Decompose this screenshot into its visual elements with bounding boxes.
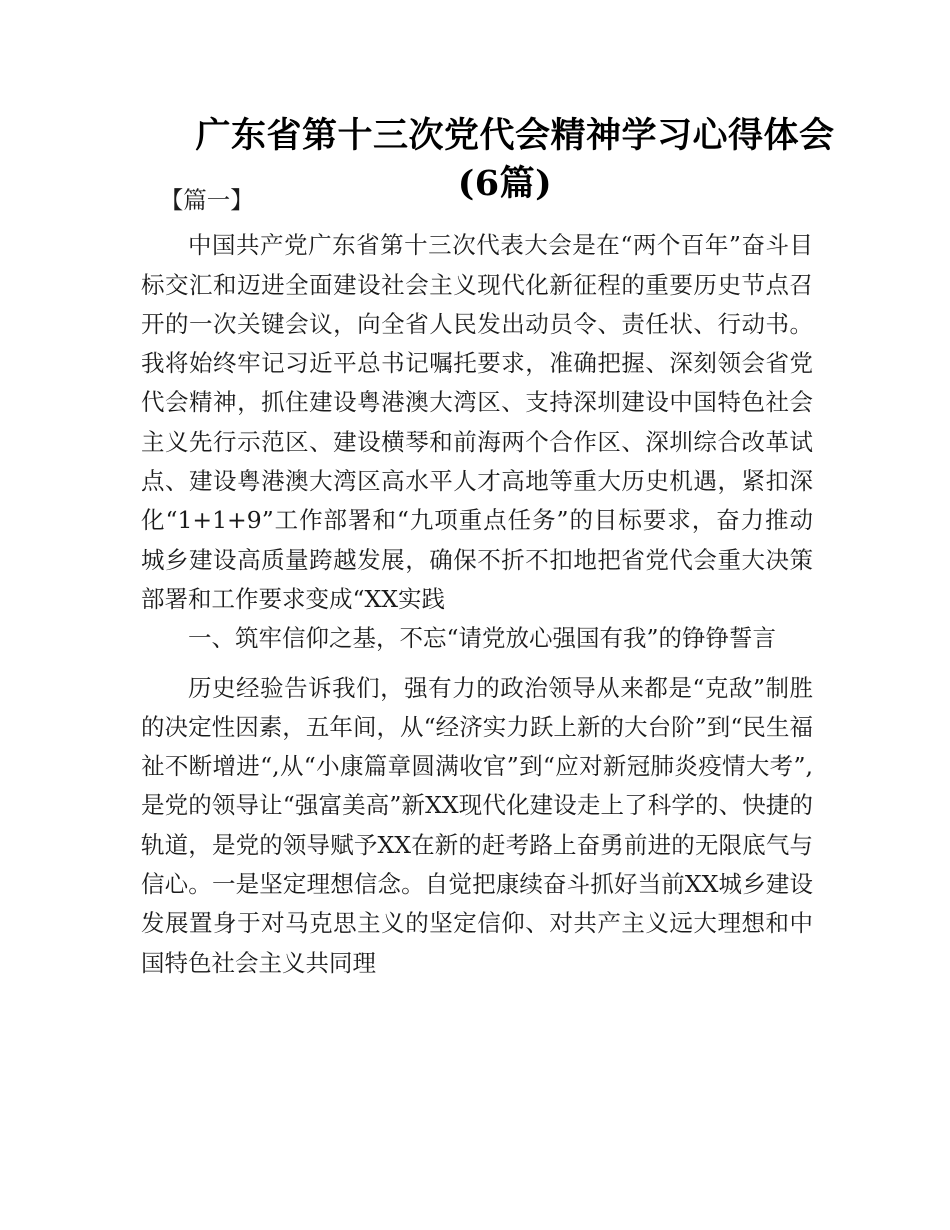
paragraph-history: 历史经验告诉我们，强有力的政治领导从来都是“克敌”制胜的决定性因素，五年间，从“经济实力跃上新的大台阶”到“民生福祉不断增进“,从“小康篇章圆满收官”到“应对新冠肺炎疫情大考”,是党的领导让“强富美高”新XX现代化建设走上了科学的、快捷的轨道，是党的领导赋予XX在新的赶考路上奋勇前进的无限底气与信心。一是坚定理想信念。自觉把康续奋斗抓好当前XX城乡建设发展置身于对马克思主义的坚定信仰、对共产主义远大理想和中国特色社会主义共同理 [141,673,813,977]
paragraph-intro: 中国共产党广东省第十三次代表大会是在“两个百年”奋斗目标交汇和迈进全面建设社会主义现代化新征程的重要历史节点召开的一次关键会议，向全省人民发出动员令、责任状、行动书。我将始终牢记习近平总书记嘱托要求，准确把握、深刻领会省党代会精神，抓住建设粤港澳大湾区、支持深圳建设中国特色社会主义先行示范区、建设横琴和前海两个合作区、深圳综合改革试点、建设粤港澳大湾区高水平人才高地等重大历史机遇，紧扣深化“1+1+9”工作部署和“九项重点任务”的目标要求，奋力推动城乡建设高质量跨越发展，确保不折不扣地把省党代会重大决策部署和工作要求变成“XX实践 [141,231,813,613]
section-label: 【篇一】 [159,186,254,214]
title-line-2: (6篇) [457,163,553,204]
document-body [141,181,813,983]
paragraph-heading-one: 一、筑牢信仰之基，不忘“请党放心强国有我”的铮铮誓言 [188,624,777,653]
title-line-1: 广东省第十三次党代会精神学习心得体会 [195,115,835,156]
